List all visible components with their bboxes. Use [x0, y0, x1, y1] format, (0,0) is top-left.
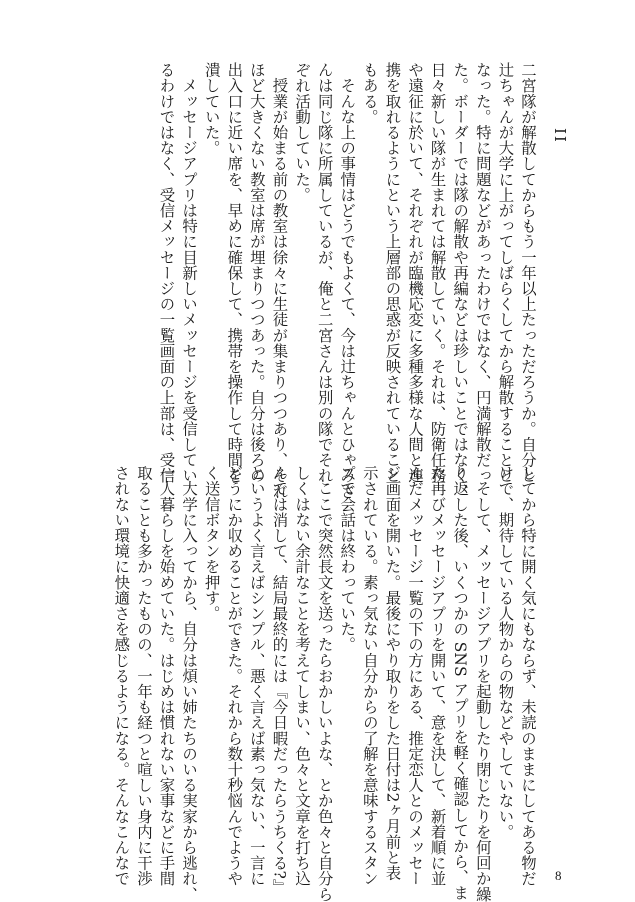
text-column: 授業が始まる前の教室は徐々に生徒が集まりつつあり、それ: [270, 62, 289, 499]
text-column: メッセージアプリは特に目新しいメッセージを受信してい: [180, 62, 199, 484]
text-column: 辻ちゃんが大学に上がってしばらくしてから解散することと: [496, 62, 515, 484]
text-column: や遠征に於いて、それぞれが臨機応変に多種多様な人間と連: [406, 62, 425, 484]
text-column: り返した後、いくつかの SNS アプリを軽く確認してから、ま: [451, 465, 470, 901]
text-column: されない環境に快適さを感じるようになる。そんなこんなで: [112, 465, 131, 887]
text-column: なった。特に問題などがあったわけではなく、円満解散だっ: [473, 62, 492, 484]
text-column: く送信ボタンを押す。: [202, 465, 221, 621]
text-column: んだメッセージ一覧の下の方にある、推定恋人とのメッセー: [406, 465, 425, 887]
text-column: プで会話は終わっていた。: [338, 465, 357, 653]
text-column: ほど大きくない教室は席が埋まりつつあった。自分は後ろの: [247, 62, 266, 484]
lower-text-block: [112, 465, 539, 902]
text-column: 二宮隊が解散してからもう一年以上たっただろうか。自分と: [519, 62, 537, 484]
chapter-heading: II: [551, 128, 569, 144]
text-column: 出入口に近い席を、早めに確保して、携帯を操作して時間を: [225, 62, 244, 484]
text-column: どうにか収めることができた。それから数十秒悩んでようや: [225, 465, 244, 887]
text-column: というよく言えばシンプル、悪く言えば素っ気ない、一言に: [247, 465, 266, 887]
text-column: 示されている。素っ気ない自分からの了解を意味するスタン: [360, 465, 379, 887]
text-column: ぞれ活動していた。: [293, 62, 312, 203]
text-column: そして、メッセージアプリを起動したり閉じたりを何回か繰: [473, 465, 492, 902]
text-column: んでは消して、結局最終的には『今日暇だったらうちくる?』: [270, 465, 289, 895]
text-column: ジ画面を開いた。最後にやり取りをした日付は2ヶ月前と表: [383, 465, 402, 881]
text-column: るわけではなく、受信メッセージの一覧画面の上部は、受信: [157, 62, 176, 484]
text-column: 日々新しい隊が生まれては解散していく。それは、防衛任務: [428, 62, 447, 484]
text-column: 携を取れるようにという上層部の思惑が反映されていること: [383, 62, 402, 484]
text-column: けで、期待している人物からの物などやしていない。: [496, 465, 515, 840]
text-column: 潰していた。: [202, 62, 221, 156]
text-column: ここで突然長文を送ったらおかしいよな、とか色々と自分ら: [315, 465, 334, 902]
text-column: してから特に開く気にもならず、未読のままにしてある物だ: [519, 465, 537, 887]
text-column: 一人暮らしを始めていた。はじめは慣れない家事などに手間: [157, 465, 176, 887]
upper-text-block: [140, 62, 539, 499]
text-column: た再びメッセージアプリを開いて、意を決して、新着順に並: [428, 465, 447, 887]
page-number: 8: [555, 868, 562, 883]
text-column: しくはない余計なことを考えてしまい、色々と文章を打ち込: [293, 465, 312, 887]
text-column: そんな上の事情はどうでもよくて、今は辻ちゃんとひゃみさ: [338, 62, 357, 499]
text-column: 大学に入ってから、自分は煩い姉たちのいる実家から逃れ、: [180, 465, 199, 902]
text-column: もある。: [360, 62, 379, 125]
text-column: 取ることも多かったものの、一年も経つと喧しい身内に干渉: [134, 465, 153, 887]
text-column: んは同じ隊に所属しているが、俺と二宮さんは別の隊でそれ: [315, 62, 334, 484]
text-column: た。ボーダーでは隊の解散や再編などは珍しいことではなく、: [451, 62, 470, 499]
